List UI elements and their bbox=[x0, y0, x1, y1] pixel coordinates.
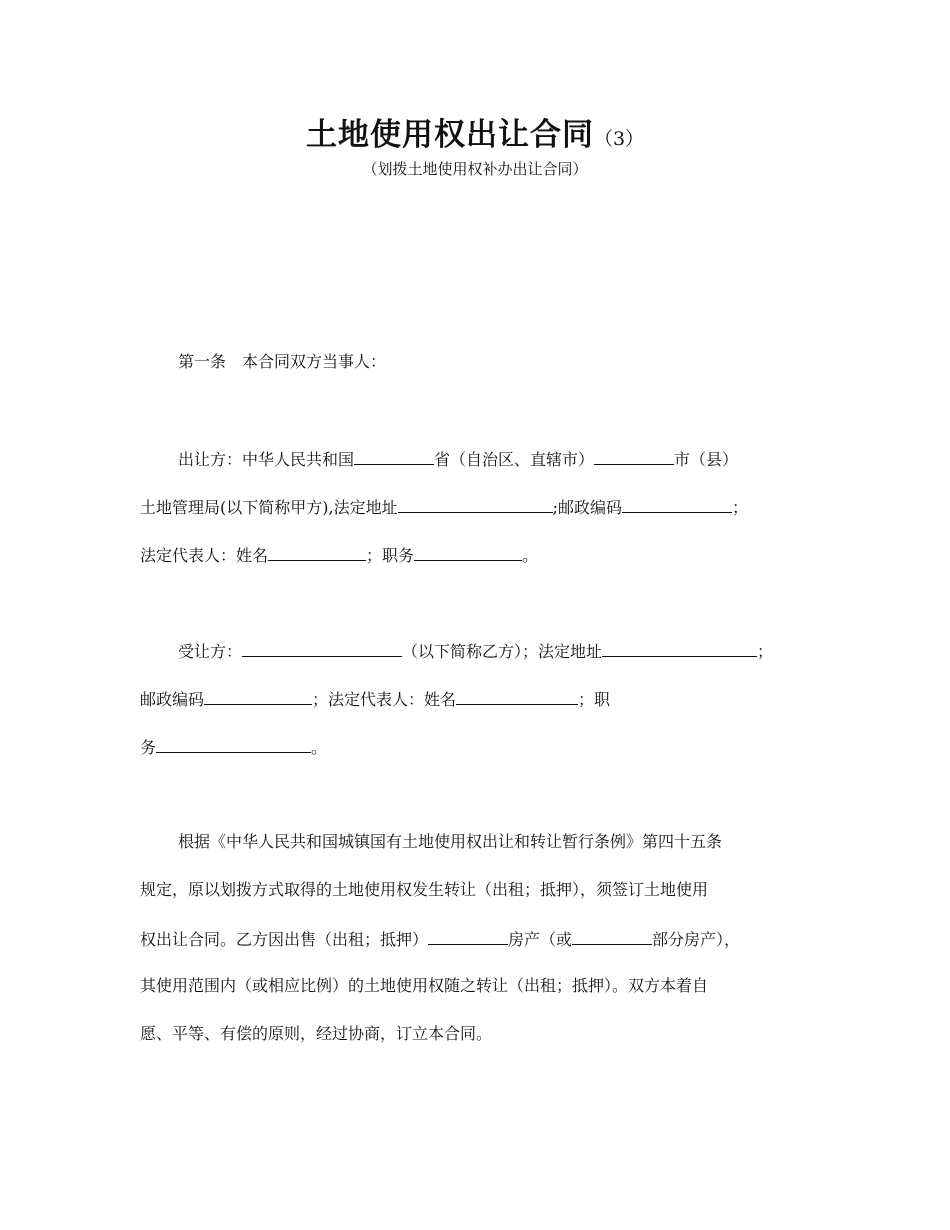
party-a-line-2 bbox=[140, 494, 748, 520]
party-b-address-blank bbox=[602, 638, 757, 657]
party-a-line-1 bbox=[178, 446, 738, 472]
party-a-rep-name-blank bbox=[268, 542, 366, 561]
party-b-postcode-label: 邮政编码 bbox=[140, 690, 205, 709]
basis-line-3-b: 房产（或 bbox=[508, 930, 573, 949]
party-a-rep-title-blank bbox=[414, 542, 522, 561]
party-b-address-label: （以下简称乙方）；法定地址 bbox=[402, 642, 603, 661]
document-subtitle: （划拨土地使用权补办出让合同） bbox=[362, 160, 588, 178]
party-b-rep-title-label: ；职 bbox=[578, 690, 611, 709]
party-a-rep-title-label: ；职务 bbox=[366, 546, 415, 565]
title-text: 土地使用权出让合同 bbox=[305, 117, 594, 153]
party-b-label: 受让方： bbox=[178, 642, 243, 661]
title-number: （3） bbox=[593, 128, 645, 150]
party-a-line-3-end: 。 bbox=[522, 546, 539, 565]
party-a-rep-name-label: 法定代表人：姓名 bbox=[140, 546, 269, 565]
party-a-line-3 bbox=[140, 542, 538, 568]
province-blank bbox=[354, 446, 434, 465]
party-b-rep-title-label-cont: 务 bbox=[140, 738, 157, 757]
party-b-line-2 bbox=[140, 686, 610, 712]
party-a-line-2-end: ； bbox=[731, 498, 748, 517]
basis-line-1: 根据《中华人民共和国城镇国有土地使用权出让和转让暂行条例》第四十五条 bbox=[178, 832, 723, 851]
party-b-line-1-end: ； bbox=[757, 642, 774, 661]
basis-line-4: 其使用范围内（或相应比例）的土地使用权随之转让（出租；抵押）。双方本着自 bbox=[140, 976, 709, 995]
party-a-postcode-label: ;邮政编码 bbox=[552, 498, 622, 517]
party-a-address-label: 土地管理局(以下简称甲方),法定地址 bbox=[140, 498, 398, 517]
city-blank bbox=[594, 446, 674, 465]
party-a-label: 出让方：中华人民共和国 bbox=[178, 450, 355, 469]
party-b-line-1 bbox=[178, 638, 773, 664]
basis-line-5: 愿、平等、有偿的原则，经过协商，订立本合同。 bbox=[140, 1024, 493, 1043]
party-a-postcode-blank bbox=[622, 494, 732, 513]
basis-line-3 bbox=[140, 926, 740, 952]
partial-property-blank bbox=[572, 926, 652, 945]
basis-line-3-a: 权出让合同。乙方因出售（出租；抵押） bbox=[140, 930, 429, 949]
basis-line-3-c: 部分房产）， bbox=[652, 930, 741, 949]
basis-line-2: 规定，原以划拨方式取得的土地使用权发生转让（出租；抵押），须签订土地使用 bbox=[140, 880, 709, 899]
party-a-address-blank bbox=[398, 494, 553, 513]
party-b-line-3-end: 。 bbox=[311, 738, 328, 757]
party-b-name-blank bbox=[242, 638, 402, 657]
property-blank bbox=[428, 926, 508, 945]
city-suffix: 市（县） bbox=[674, 450, 739, 469]
party-b-line-3 bbox=[140, 734, 327, 760]
party-b-postcode-blank bbox=[204, 686, 312, 705]
party-b-rep-title-blank bbox=[156, 734, 311, 753]
province-suffix: 省（自治区、直辖市） bbox=[434, 450, 595, 469]
party-b-rep-name-label: ；法定代表人：姓名 bbox=[312, 690, 457, 709]
party-b-rep-name-blank bbox=[456, 686, 578, 705]
article-1-heading: 第一条 本合同双方当事人： bbox=[178, 352, 387, 371]
